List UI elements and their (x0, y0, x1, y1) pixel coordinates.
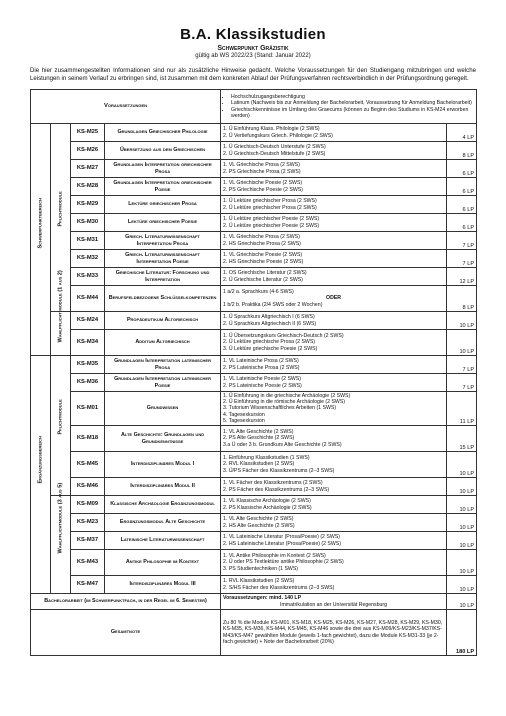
course-item: 1. Ü Einführung in die griechische Archäologie (2 SWS) (223, 393, 351, 400)
course-item: 2. Ü Vertiefungskurs Griech. Philologie (2 SWS) (223, 132, 333, 139)
module-courses (221, 514, 447, 532)
module-courses (221, 496, 447, 514)
course-item: 5. Tagesexkursion (223, 417, 265, 424)
module-courses (221, 532, 447, 550)
module-title: Grundlagen Interpretation griechischer Poesie (105, 178, 221, 196)
module-courses (221, 178, 447, 196)
module-row (31, 532, 477, 550)
validity-note: gültig ab WS 2022/23 (Stand: Januar 2022) (195, 53, 311, 59)
course-item: 2. Ü Lektüre griechische Prosa (2 SWS) (223, 339, 316, 346)
grade-label: Gesamtnote (31, 610, 221, 656)
module-credits: 10 LP (447, 550, 477, 576)
module-code: KS-M43 (71, 550, 105, 576)
module-title: Lektüre griechischer Prosa (105, 196, 221, 214)
module-code: KS-M32 (71, 250, 105, 268)
module-row (31, 478, 477, 496)
module-courses (221, 268, 447, 286)
module-courses (221, 286, 447, 312)
thesis-condition: Voraussetzungen: mind. 140 LP (223, 595, 302, 602)
course-item: 1. VL Lateinische Poesie (2 SWS) (223, 376, 301, 383)
module-code: KS-M30 (71, 214, 105, 232)
course-item: 2. PS Griechische Poesie (2 SWS) (223, 186, 303, 193)
area-label-text: Ergänzungsbereich (37, 436, 44, 484)
course-item: 1. Ü Übersetzungskurs Griechisch-Deutsch (2 SWS) (223, 333, 344, 340)
course-item: 1. Ü Einführung Klass. Philologie (2 SWS) (223, 126, 320, 133)
course-item: 2. Ü Griechische Literatur (2 SWS) (223, 276, 303, 283)
course-item: 2. Ü oder PS Textlektüre antike Philosophie (2 SWS) (223, 559, 344, 566)
course-item: 1. VL Lateinische Literatur (Prosa/Poesie) (2 SWS) (223, 534, 340, 541)
course-item: 1. VL Fächer des Klassikzentrums (2 SWS) (223, 480, 323, 487)
module-row (31, 426, 477, 452)
intro-paragraph: Die hier zusammengestellten Informationen sind nur als zusätzliche Hinweise gedacht. Welche Voraussetzungen für den Studiengang mitzubringen und welche Leistungen in seinem Verlauf zu erbringen sind, ist zusammen mit dem konkreten Ablauf der Prüfungsverfahren rechtsverbindlich in der Prüfungsordnung geregelt. (30, 67, 476, 82)
curriculum-table (30, 89, 477, 656)
course-item: 2. Ü Einführung in die römische Archäologie (2 SWS) (223, 399, 346, 406)
area-label-text: Pflichtmodule (57, 191, 64, 227)
course-item: 4. Tagesexkursion (223, 411, 265, 418)
module-code: KS-M29 (71, 196, 105, 214)
module-code: KS-M25 (71, 124, 105, 142)
module-title: Grundwissen (105, 392, 221, 426)
course-item: 2. HS Alte Geschichte (2 SWS) (223, 522, 295, 529)
module-credits: 10 LP (447, 576, 477, 594)
area-label-text: Wahlpflicht module (1 aus 2) (57, 270, 64, 343)
module-title: Grundlagen Griechischer Philologie (105, 124, 221, 142)
module-row (31, 392, 477, 426)
module-title: Berufsfeldbezogene Schlüsselkompetenzen (105, 286, 221, 312)
module-title: Griechische Literatur: Forschung und Interpretation (105, 268, 221, 286)
module-row (31, 124, 477, 142)
module-credits: 7 LP (447, 232, 477, 250)
grade-row (31, 610, 477, 656)
course-item: 1. VL Griechische Poesie (2 SWS) (223, 252, 303, 259)
module-title: Alte Geschichte: Grundlagen und Grundkenntnisse (105, 426, 221, 452)
module-code: KS-M09 (71, 496, 105, 514)
course-item: 2. PS Griechische Prosa (2 SWS) (223, 168, 301, 175)
module-credits: 10 LP (447, 452, 477, 478)
module-title: Ergänzungsmodul Alte Geschichte (105, 514, 221, 532)
course-item: 3. Ü/PS Fächer des Klassikzentrums (2–3 SWS) (223, 467, 335, 474)
module-credits: 7 LP (447, 374, 477, 392)
course-item: 3.a Ü oder 3 b. Grundkurs Alte Geschichte (2 SWS) (223, 441, 342, 448)
module-title: Lektüre griechischer Poesie (105, 214, 221, 232)
course-item: 1. VL Griechische Poesie (2 SWS) (223, 180, 303, 187)
module-credits: 8 LP (447, 286, 477, 312)
course-item: 1. RVL Klassikstudien (2 SWS) (223, 578, 295, 585)
module-credits: 10 LP (447, 312, 477, 330)
module-title: Additum Altgriechisch (105, 330, 221, 356)
course-item: 3. Tutorium Wissenschaftliches Arbeiten (1 SWS) (223, 405, 337, 412)
module-title: Grundlagen Interpretation lateinischer Poesie (105, 374, 221, 392)
grade-text: Zu 80 % die Module KS-M01, KS-M18, KS-M25, KS-M26, KS-M27, KS-M28, KS-M29, KS-M30, KS-M35, KS-M36, KS-M44, KS-M45, KS-M46 sowie die drei aus KS-M09/KS-M23/KS-M37/KS-M43/KS-M47 gewählten Module (jeweils 1-fach gewichtet), dazu die Module KS-M31-33 (je 2-fach gewichtet) + Note der Bachelorarbeit (20%) (221, 610, 447, 656)
curriculum-body (31, 90, 477, 656)
module-courses (221, 330, 447, 356)
module-courses (221, 250, 447, 268)
module-title: Grundlagen Interpretation lateinischer Prosa (105, 356, 221, 374)
module-code: KS-M23 (71, 514, 105, 532)
area-label-text: Pflichtmodule (57, 399, 64, 435)
module-code: KS-M18 (71, 426, 105, 452)
course-item: 1 a/2 a. Sprachkurs (4-6 SWS) (223, 289, 294, 296)
thesis-row (31, 594, 477, 610)
total-credits: 180 LP (447, 610, 477, 656)
module-courses (221, 550, 447, 576)
course-item: 1. VL Griechische Prosa (2 SWS) (223, 162, 300, 169)
course-item: 1. VL Klassische Archäologie (2 SWS) (223, 498, 311, 505)
module-courses (221, 426, 447, 452)
course-item: 1. VL Lateinische Prosa (2 SWS) (223, 358, 299, 365)
course-item: 2. PS Fächer des Klassikzentrums (2–3 SWS) (223, 486, 330, 493)
course-item: 1 b/2 b. Praktika (2/4 SWS oder 2 Wochen) (223, 301, 323, 308)
module-credits: 15 LP (447, 426, 477, 452)
module-code: KS-M26 (71, 142, 105, 160)
prereq-list-cell (221, 90, 477, 124)
module-row (31, 142, 477, 160)
course-item: 2. Ü Lektüre griechischer Prosa (2 SWS) (223, 204, 317, 211)
module-row (31, 514, 477, 532)
module-row (31, 196, 477, 214)
course-item: 3. Ü Lektüre griechische Poesie (2 SWS) (223, 345, 318, 352)
thesis-label: Bachelorarbeit (im Schwerpunktfach, in der Regel im 6. Semester) (31, 594, 221, 610)
module-courses (221, 356, 447, 374)
module-row (31, 312, 477, 330)
module-courses (221, 214, 447, 232)
course-item: 2. PS Lateinische Prosa (2 SWS) (223, 364, 300, 371)
page-title: B.A. Klassikstudien (180, 26, 326, 43)
course-item: 3. PS Studientechniken (1 SWS) (223, 565, 299, 572)
module-credits: 6 LP (447, 214, 477, 232)
module-credits: 6 LP (447, 160, 477, 178)
module-title: Antike Philosophie im Kontext (105, 550, 221, 576)
module-title: Griech. Literaturwissenschaft Interpretation Prosa (105, 232, 221, 250)
module-row (31, 330, 477, 356)
module-title: Übersetzung aus dem Griechischen (105, 142, 221, 160)
area-label-text: Wahlpflichtmodule (3 aus 5) (57, 483, 64, 554)
module-courses (221, 392, 447, 426)
course-item: 2. PS Klassische Archäologie (2 SWS) (223, 504, 312, 511)
course-item: 1. Ü Lektüre griechischer Prosa (2 SWS) (223, 198, 317, 205)
course-item: 1. VL Griechische Prosa (2 SWS) (223, 234, 300, 241)
module-code: KS-M46 (71, 478, 105, 496)
course-item: ODER (326, 295, 342, 302)
course-item: 2. HS Griechische Poesie (2 SWS) (223, 258, 304, 265)
prereq-label: Voraussetzungen (31, 90, 221, 124)
module-row (31, 178, 477, 196)
module-row (31, 356, 477, 374)
module-code: KS-M47 (71, 576, 105, 594)
module-courses (221, 374, 447, 392)
module-row (31, 160, 477, 178)
course-item: 1. OS Griechische Literatur (2 SWS) (223, 270, 307, 277)
course-item: 2. S/HS Fächer des Klassikzentrums (2–3 SWS) (223, 584, 335, 591)
module-row (31, 452, 477, 478)
prereq-item: • Latinum (Nachweis bis zur Anmeldung der Bachelorarbeit, Voraussetzung für Anmeldung Bachelorarbeit) (231, 100, 474, 106)
module-code: KS-M28 (71, 178, 105, 196)
module-row (31, 268, 477, 286)
course-item: 2. Ü Sprachkurs Altgriechisch II (6 SWS) (223, 320, 317, 327)
module-code: KS-M31 (71, 232, 105, 250)
module-credits: 10 LP (447, 478, 477, 496)
area-label (51, 483, 71, 594)
module-title: Interdisziplinäres Modul III (105, 576, 221, 594)
module-title: Interdisziplinäres Modul I (105, 452, 221, 478)
course-item: 1. Ü Sprachkurs Altgriechisch I (6 SWS) (223, 314, 315, 321)
module-code: KS-M35 (71, 356, 105, 374)
area-label (31, 356, 51, 594)
course-item: 2. RVL Klassikstudien (2 SWS) (223, 461, 295, 468)
area-label (31, 124, 51, 356)
module-courses (221, 478, 447, 496)
module-courses (221, 576, 447, 594)
course-item: 1. VL Antike Philosophie im Kontext (2 SWS) (223, 553, 326, 560)
module-code: KS-M27 (71, 160, 105, 178)
module-credits: 6 LP (447, 178, 477, 196)
module-credits: 7 LP (447, 250, 477, 268)
thesis-conditions (221, 594, 447, 610)
thesis-credits: 10 LP (447, 594, 477, 610)
module-courses (221, 124, 447, 142)
module-title: Propädeutikum Altgriechisch (105, 312, 221, 330)
module-title: Griech. Literaturwissenschaft Interpretation Poesie (105, 250, 221, 268)
area-label-text: Schwerpunktbereich (37, 198, 44, 249)
prereq-item: • Griechischkenntnisse im Umfang des Graecums (können zu Beginn des Studiums in KS-M24 erworben werden) (231, 107, 474, 119)
module-courses (221, 196, 447, 214)
module-row (31, 550, 477, 576)
thesis-condition: Immatrikulation an der Universität Regensburg (280, 601, 388, 608)
prereq-list (223, 94, 474, 119)
module-title: Interdisziplinäres Modul II (105, 478, 221, 496)
module-credits: 6 LP (447, 196, 477, 214)
prereq-row (31, 90, 477, 124)
module-row (31, 496, 477, 514)
course-item: 2. Ü Griechisch-Deutsch Mittelstufe (2 SWS) (223, 150, 326, 157)
course-item: 1. Ü Griechisch-Deutsch Unterstufe (2 SWS) (223, 144, 326, 151)
module-courses (221, 142, 447, 160)
course-item: 1. Einführung Klassikstudien (1 SWS) (223, 455, 310, 462)
module-credits: 11 LP (447, 392, 477, 426)
module-credits: 10 LP (447, 532, 477, 550)
module-code: KS-M36 (71, 374, 105, 392)
module-title: Klassische Archäologie Ergänzungsmodul (105, 496, 221, 514)
module-courses (221, 452, 447, 478)
module-courses (221, 160, 447, 178)
course-item: 2. PS Alte Geschichte (2 SWS) (223, 435, 295, 442)
module-row (31, 214, 477, 232)
course-item: 2. PS Lateinische Poesie (2 SWS) (223, 382, 302, 389)
page-subtitle: Schwerpunkt Gräzistik (217, 45, 289, 52)
module-credits: 10 LP (447, 496, 477, 514)
module-code: KS-M45 (71, 452, 105, 478)
course-item: 2. Ü Lektüre griechischer Poesie (2 SWS) (223, 222, 320, 229)
module-code: KS-M01 (71, 392, 105, 426)
module-credits: 8 LP (447, 142, 477, 160)
module-title: Lateinische Literaturwissenschaft (105, 532, 221, 550)
course-item: 1. VL Alte Geschichte (2 SWS) (223, 516, 294, 523)
module-credits: 4 LP (447, 124, 477, 142)
module-courses (221, 312, 447, 330)
course-item: 1. VL Alte Geschichte (2 SWS) (223, 429, 294, 436)
course-item: 1. Ü Lektüre griechischer Poesie (2 SWS) (223, 216, 320, 223)
module-credits: 12 LP (447, 268, 477, 286)
module-row (31, 232, 477, 250)
course-item: 2. HS Lateinische Literatur (Prosa/Poesie) (2 SWS) (223, 540, 341, 547)
module-code: KS-M34 (71, 330, 105, 356)
module-code: KS-M24 (71, 312, 105, 330)
module-code: KS-M37 (71, 532, 105, 550)
module-courses (221, 232, 447, 250)
module-title: Grundlagen Interpretation griechischer Prosa (105, 160, 221, 178)
module-credits: 10 LP (447, 514, 477, 532)
module-code: KS-M44 (71, 286, 105, 312)
area-label (51, 356, 71, 496)
module-row (31, 576, 477, 594)
module-row (31, 374, 477, 392)
module-credits: 7 LP (447, 356, 477, 374)
course-item: 2. HS Griechische Prosa (2 SWS) (223, 240, 301, 247)
area-label (51, 270, 71, 356)
prereq-item: • Hochschulzugangsberechtigung (231, 94, 474, 100)
module-code: KS-M33 (71, 268, 105, 286)
module-row (31, 250, 477, 268)
module-credits: 10 LP (447, 330, 477, 356)
module-row (31, 286, 477, 312)
